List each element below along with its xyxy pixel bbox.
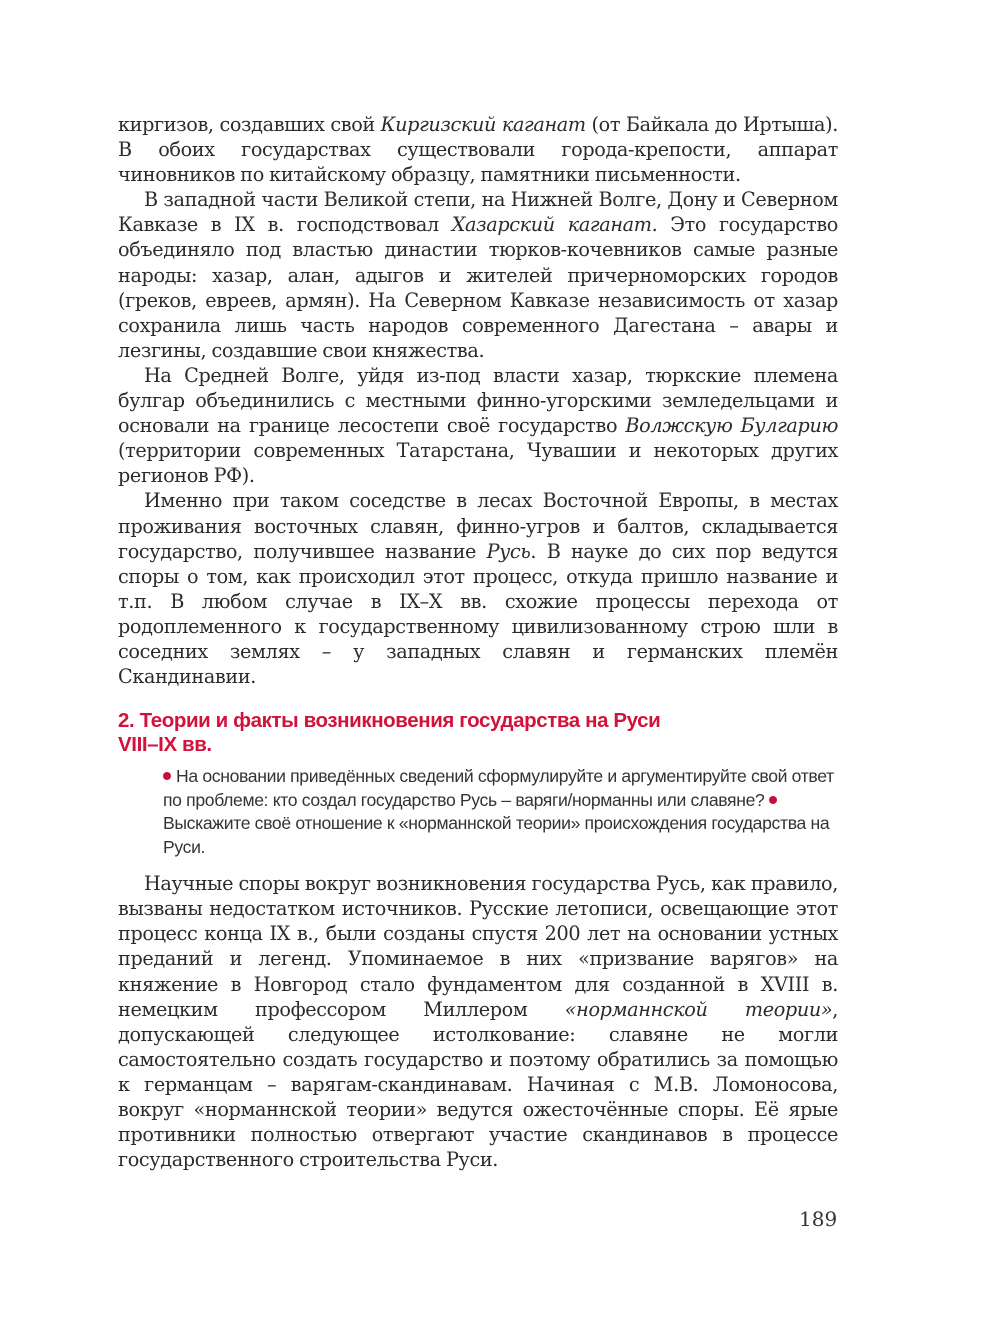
term-rus: Русь xyxy=(486,539,531,563)
text-run: , допускающей следующее истолкование: славяне не могли самостоятельно создать государство и поэтому обратились за помощью к германцам – варягам-скандинавам. Начиная с М.В. Ломоносова, вокруг «норманнской теории» ведутся ожесточённые споры. Её ярые противники полностью отвергают участие скандинавов в процессе государственного строительства Руси. xyxy=(118,997,838,1172)
term-norman-theory: «норманнской теории» xyxy=(564,997,833,1021)
paragraph-norman-theory xyxy=(118,871,838,1172)
section-heading-line-1: 2. Теории и факты возникновения государства на Руси xyxy=(118,709,661,733)
section-heading-line-2: VIII–IX вв. xyxy=(118,733,212,757)
term-volga-bulgaria: Волжскую Булгарию xyxy=(625,414,838,438)
bullet-dot-icon xyxy=(163,772,171,780)
text-run: На Средней Волге, уйдя из-под власти хазар, тюркские племена булгар объединились с местными финно-угорскими земледельцами и основали на границе лесостепи своё государство xyxy=(118,363,838,438)
bullet-dot-icon xyxy=(769,796,777,804)
text-run: (территории современных Татарстана, Чувашии и некоторых других регионов РФ). xyxy=(118,439,838,488)
paragraph-volga-bulgaria xyxy=(118,363,838,488)
section-heading xyxy=(118,709,838,757)
text-run: Научные споры вокруг возникновения государства Русь, как правило, вызваны недостатком источников. Русские летописи, освещающие этот процесс конца IX в., были созданы спустя 200 лет на основании устных преданий и легенд. Упоминаемое в них «призвание варягов» на княжение в Новгород стало фундаментом для созданной в XVIII в. немецким профессором Миллером xyxy=(118,872,838,1021)
term-khazar-khaganate: Хазарский каганат xyxy=(451,213,652,237)
term-kyrgyz-khaganate: Киргизский каганат xyxy=(380,113,586,136)
question-1: На основании приведённых сведений сформулируйте и аргументируйте свой ответ по проблеме: кто создал государство Русь – варяги/норманны или славяне? xyxy=(163,766,834,810)
paragraph-khazar-khaganate xyxy=(118,187,838,363)
textbook-page xyxy=(118,112,838,1172)
text-run: . В науке до сих пор ведутся споры о том, как происходил этот процесс, откуда пришло название и т.п. В любом случае в IX–X вв. схожие процессы перехода от родоплеменного к государственному цивилизованному строю шли в соседних землях – у западных славян и германских племён Скандинавии. xyxy=(118,539,838,689)
text-run: . Это государство объединяло под властью династии тюрков-кочевников самые разные народы: хазар, алан, адыгов и жителей причерноморских городов (греков, евреев, армян). На Северном Кавказе независимость от хазар сохранила лишь часть народов современного Дагестана – авары и лезгины, создавшие свои княжества. xyxy=(118,213,838,362)
review-questions xyxy=(163,765,838,859)
text-run: В западной части Великой степи, на Нижней Волге, Дону и Северном Кавказе в IX в. господствовал xyxy=(118,188,838,237)
paragraph-kyrgyz-khaganate xyxy=(118,112,838,187)
text-run: (от Байкала до Иртыша). В обоих государствах существовали города-крепости, аппарат чиновников по китайскому образцу, памятники письменности. xyxy=(118,113,838,187)
text-run: Именно при таком соседстве в лесах Восточной Европы, в местах проживания восточных славян, финно-угров и балтов, складывается государство, получившее название xyxy=(118,489,838,563)
page-number: 189 xyxy=(799,1207,838,1231)
question-2: Выскажите своё отношение к «норманнской теории» происхождения государства на Руси. xyxy=(163,813,830,857)
paragraph-rus-formation xyxy=(118,488,838,689)
text-run: киргизов, создавших свой xyxy=(118,113,381,136)
